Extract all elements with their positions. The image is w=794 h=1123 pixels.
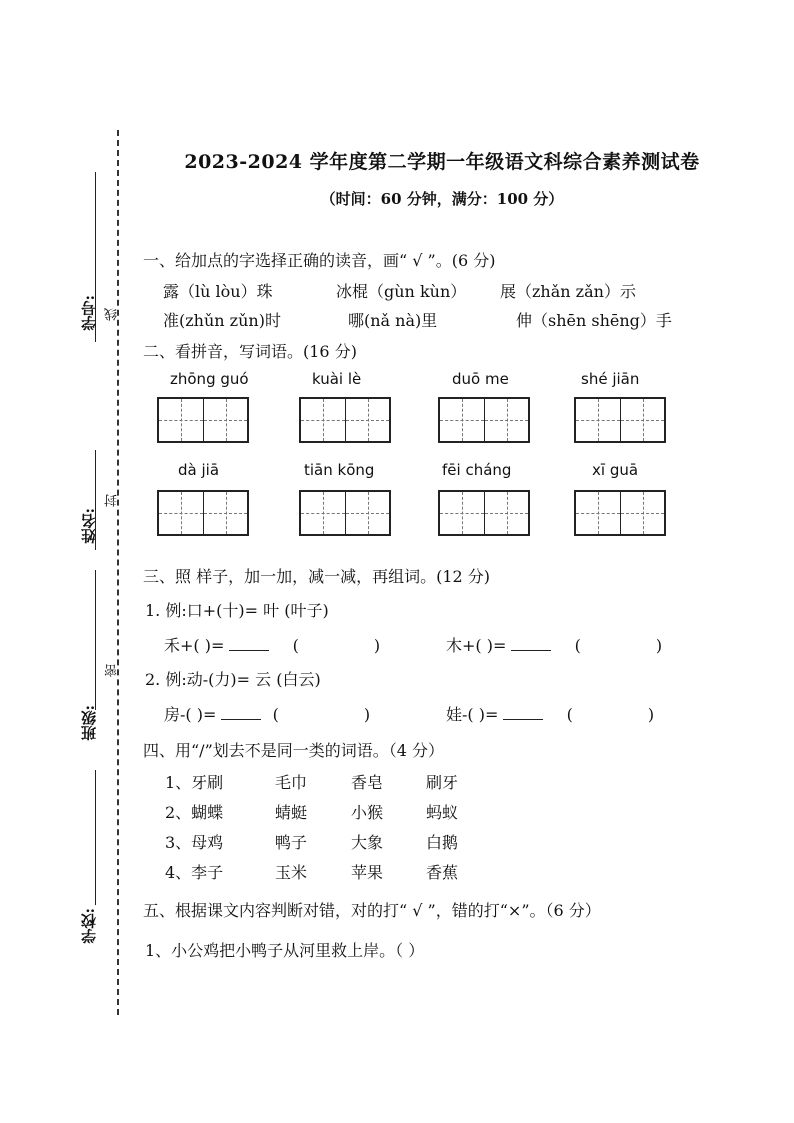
q3-example-1: 1. 例:口+(十)= 叶 (叶子) (145, 601, 329, 620)
q3-item-1b (446, 633, 662, 656)
paren-open: ( (272, 705, 279, 724)
q4-word[interactable]: 香蕉 (426, 863, 459, 882)
q4-word[interactable]: 大象 (351, 833, 384, 852)
q5-item-1: 1、小公鸡把小鸭子从河里救上岸。（ ） (145, 941, 425, 960)
q3-item-2a-expr: 房-( )= (164, 705, 217, 724)
q2-heading: 二、看拼音，写词语。(16 分) (143, 342, 357, 361)
pinyin-8: xī guā (592, 461, 639, 479)
paren-close: ) (363, 705, 371, 724)
writing-grid-8[interactable] (574, 490, 666, 536)
q1-item-3: 展（zhǎn zǎn）示 (500, 282, 636, 301)
answer-blank[interactable] (221, 705, 261, 720)
page-title: 2023-2024 学年度第二学期一年级语文科综合素养测试卷 (184, 151, 700, 173)
q4-heading: 四、用“/”划去不是同一类的词语。（4 分） (143, 741, 445, 760)
paren-open: ( (574, 636, 581, 655)
q4-word[interactable]: 2、蝴蝶 (165, 803, 224, 822)
q5-heading: 五、根据课文内容判断对错，对的打“ √ ”，错的打“×”。（6 分） (143, 901, 601, 920)
class-label: 班级: (80, 705, 98, 741)
q3-item-2b-expr: 娃-( )= (446, 705, 499, 724)
writing-grid-3[interactable] (438, 397, 530, 443)
school-label: 学校: (80, 908, 98, 944)
q3-item-1a-expr: 禾+( )= (164, 636, 225, 655)
binding-dashed-line (117, 130, 119, 1015)
writing-grid-1[interactable] (157, 397, 249, 443)
q1-item-4: 准(zhǔn zǔn)时 (163, 311, 281, 330)
paren-close: ) (647, 705, 655, 724)
q4-word[interactable]: 香皂 (351, 773, 384, 792)
q3-item-2b (446, 702, 654, 725)
q1-item-6: 伸（shēn shēng）手 (516, 311, 672, 330)
pinyin-7: fēi cháng (442, 461, 512, 479)
q4-word[interactable]: 1、牙刷 (165, 773, 224, 792)
q4-word[interactable]: 小猴 (351, 803, 384, 822)
q4-word[interactable]: 4、李子 (165, 863, 224, 882)
student-no-label: 学号: (80, 295, 98, 331)
q3-heading: 三、照 样子，加一加，减一减，再组词。(12 分) (143, 567, 491, 586)
q1-heading: 一、给加点的字选择正确的读音，画“ √ ”。(6 分) (143, 251, 496, 270)
answer-blank[interactable] (511, 636, 551, 651)
q1-item-2: 冰棍（gùn kùn） (336, 282, 467, 301)
pinyin-5: dà jiā (178, 461, 220, 479)
q4-word[interactable]: 鸭子 (275, 833, 308, 852)
q3-item-1b-expr: 木+( )= (446, 636, 507, 655)
writing-grid-2[interactable] (299, 397, 391, 443)
pinyin-2: kuài lè (312, 370, 362, 388)
q4-word[interactable]: 3、母鸡 (165, 833, 224, 852)
class-underline (95, 570, 96, 710)
pinyin-4: shé jiān (581, 370, 640, 388)
name-label: 姓名: (80, 508, 98, 544)
q1-item-1: 露（lù lòu）珠 (163, 282, 273, 301)
q4-word[interactable]: 苹果 (351, 863, 384, 882)
paren-open: ( (292, 636, 299, 655)
seal-char-mi: 密 (105, 664, 120, 677)
q3-example-2: 2. 例:动-(力)= 云 (白云) (145, 670, 321, 689)
answer-blank[interactable] (229, 636, 269, 651)
paren-close: ) (373, 636, 381, 655)
pinyin-1: zhōng guó (170, 370, 249, 388)
writing-grid-6[interactable] (299, 490, 391, 536)
answer-blank[interactable] (503, 705, 543, 720)
q4-word[interactable]: 白鹅 (426, 833, 459, 852)
writing-grid-4[interactable] (574, 397, 666, 443)
q4-word[interactable]: 蜻蜓 (275, 803, 308, 822)
pinyin-3: duō me (452, 370, 509, 388)
writing-grid-7[interactable] (438, 490, 530, 536)
page-subtitle: （时间：60 分钟，满分：100 分） (320, 190, 564, 208)
q4-word[interactable]: 刷牙 (426, 773, 459, 792)
q1-item-5: 哪(nǎ nà)里 (348, 311, 438, 330)
q3-item-1a (164, 633, 380, 656)
q4-word[interactable]: 毛巾 (275, 773, 308, 792)
pinyin-6: tiān kōng (304, 461, 375, 479)
seal-char-feng: 封 (105, 494, 120, 507)
seal-char-line: 线 (105, 308, 120, 321)
writing-grid-5[interactable] (157, 490, 249, 536)
q3-item-2a (164, 702, 370, 725)
q4-word[interactable]: 玉米 (275, 863, 308, 882)
q4-word[interactable]: 蚂蚁 (426, 803, 459, 822)
paren-open: ( (566, 705, 573, 724)
paren-close: ) (655, 636, 663, 655)
school-underline (95, 770, 96, 905)
